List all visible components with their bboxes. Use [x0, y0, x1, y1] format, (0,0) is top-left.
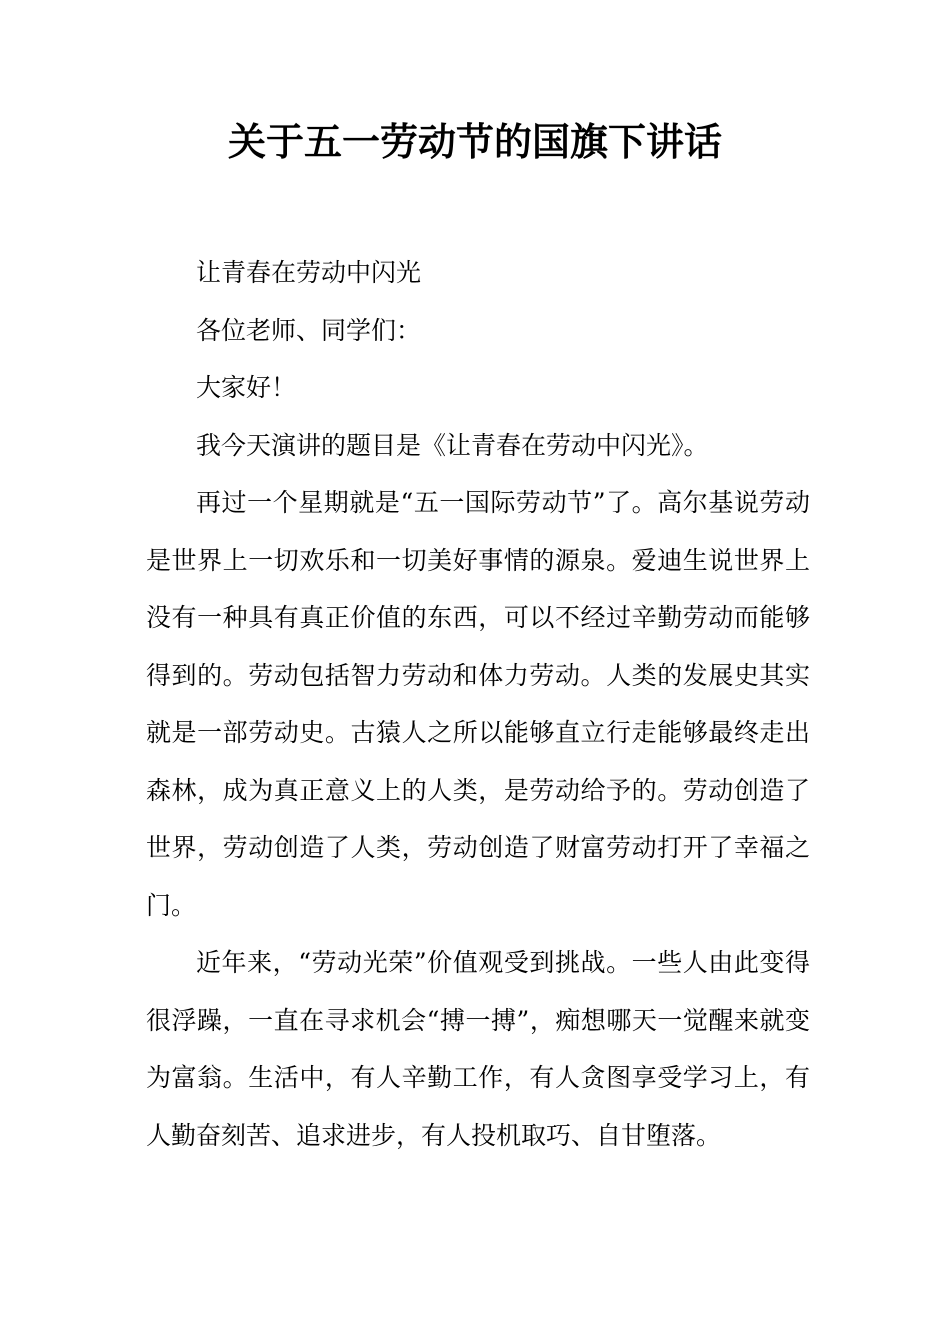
- body-paragraph: 近年来，“劳动光荣”价值观受到挑战。一些人由此变得很浮躁，一直在寻求机会“搏一搏”，痴想哪天一觉醒来就变为富翁。生活中，有人辛勤工作，有人贪图享受学习上，有人勤奋刻苦、追求进步，有人投机取巧、自甘堕落。: [146, 948, 810, 1150]
- document-body: [146, 244, 810, 1164]
- greeting: 大家好！: [196, 373, 297, 402]
- speech-subtitle: 让青春在劳动中闪光: [196, 258, 422, 287]
- topic-intro: 我今天演讲的题目是《让青春在劳动中闪光》。: [196, 430, 709, 460]
- body-paragraph: 再过一个星期就是“五一国际劳动节”了。高尔基说劳动是世界上一切欢乐和一切美好事情的源泉。爱迪生说世界上没有一种具有真正价值的东西，可以不经过辛勤劳动而能够得到的。劳动包括智力劳动和体力劳动。人类的发展史其实就是一部劳动史。古猿人之所以能够直立行走能够最终走出森林，成为真正意义上的人类，是劳动给予的。劳动创造了世界，劳动创造了人类，劳动创造了财富劳动打开了幸福之门。: [146, 488, 810, 920]
- salutation: 各位老师、同学们：: [196, 315, 422, 345]
- document-title: 关于五一劳动节的国旗下讲话: [227, 119, 722, 164]
